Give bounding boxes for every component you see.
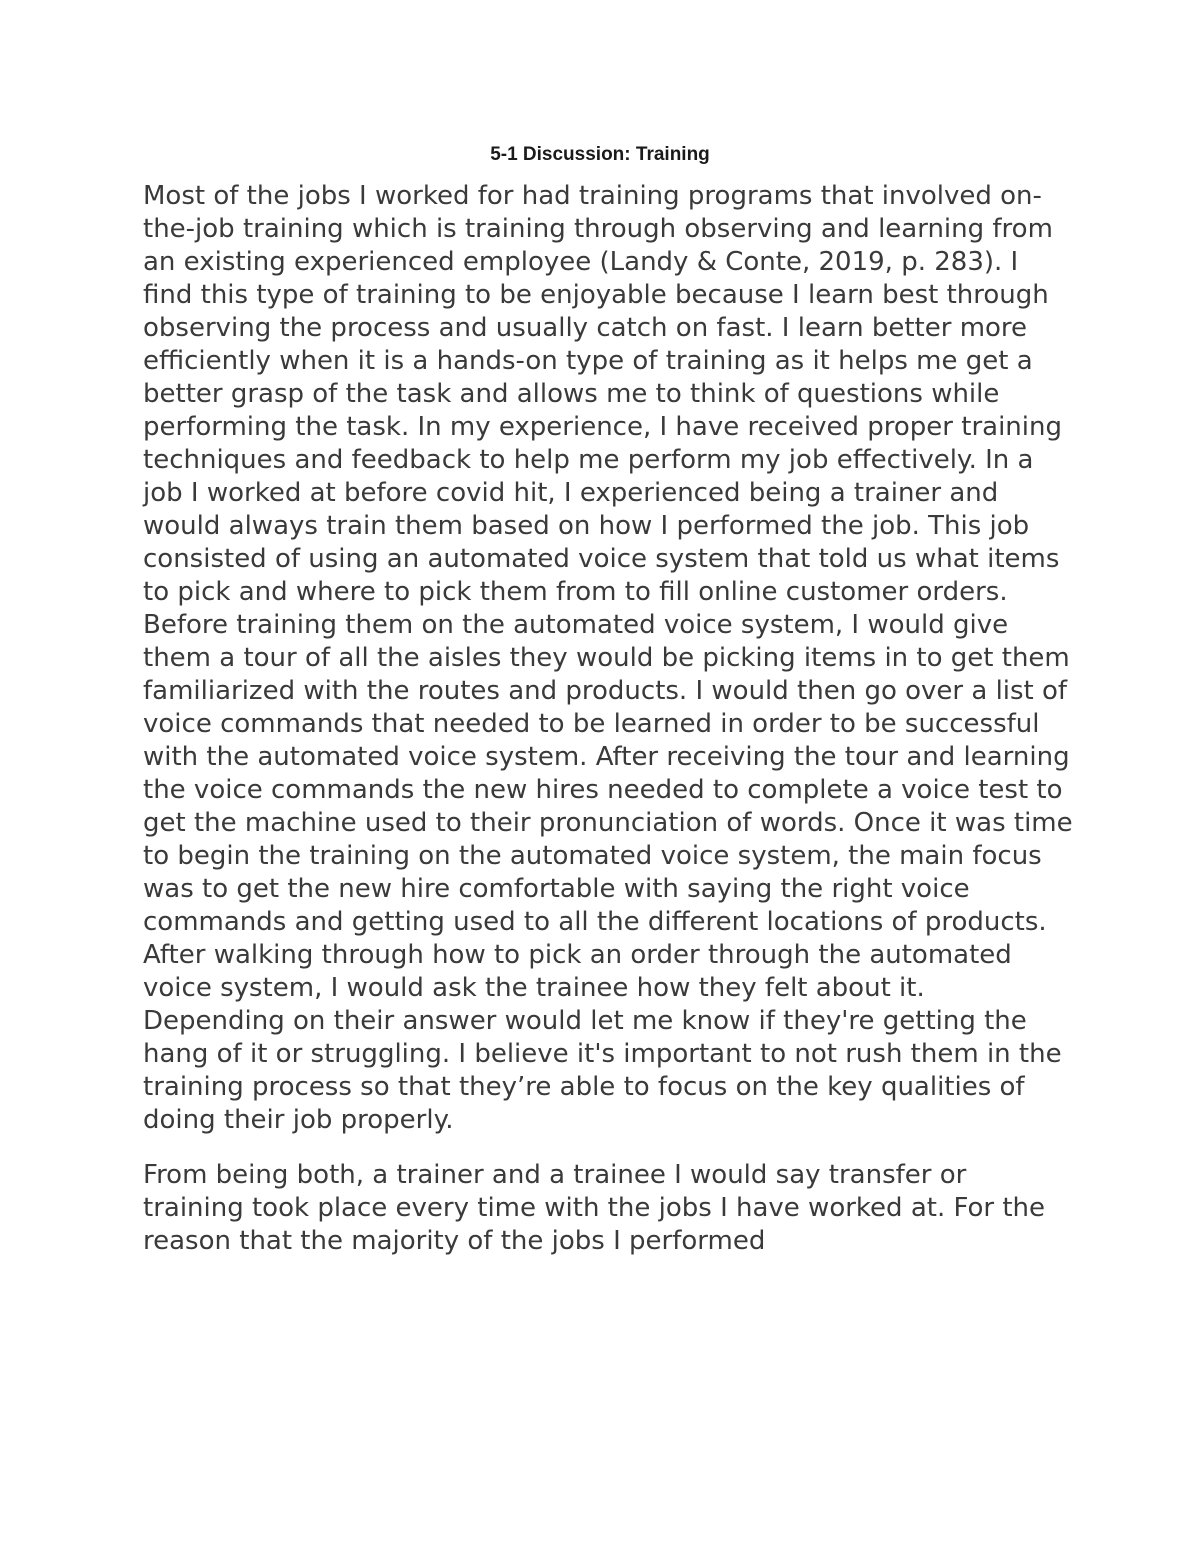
document-body (143, 180, 1073, 1280)
document-title: 5-1 Discussion: Training (490, 144, 710, 165)
paragraph-2: From being both, a trainer and a trainee I would say transfer or training took place every time with the jobs I have worked at. For the reason that the majority of the jobs I performed (143, 1160, 1046, 1256)
paragraph-1: Most of the jobs I worked for had training programs that involved on-the-job training which is training through observing and learning from an existing experienced employee (Landy & Conte, 2019, p. 283). I find this type of training to be enjoyable because I learn best through observing the process and usually catch on fast. I learn better more efficiently when it is a hands-on type of training as it helps me get a better grasp of the task and allows me to think of questions while performing the task. In my experience, I have received proper training techniques and feedback to help me perform my job effectively. In a job I worked at before covid hit, I experienced being a trainer and would always train them based on how I performed the job. This job consisted of using an automated voice system that told us what items to pick and where to pick them from to fill online customer orders. Before training them on the automated voice system, I would give them a tour of all the aisles they would be picking items in to get them familiarized with the routes and products. I would then go over a list of voice commands that needed to be learned in order to be successful with the automated voice system. After receiving the tour and learning the voice commands the new hires needed to complete a voice test to get the machine used to their pronunciation of words. Once it was time to begin the training on the automated voice system, the main focus was to get the new hire comfortable with saying the right voice commands and getting used to all the different locations of products. After walking through how to pick an order through the automated voice system, I would ask the trainee how they felt about it. Depending on their answer would let me know if they're getting the hang of it or struggling. I believe it's important to not rush them in the training process so that they’re able to focus on the key qualities of doing their job properly. (143, 181, 1073, 1135)
